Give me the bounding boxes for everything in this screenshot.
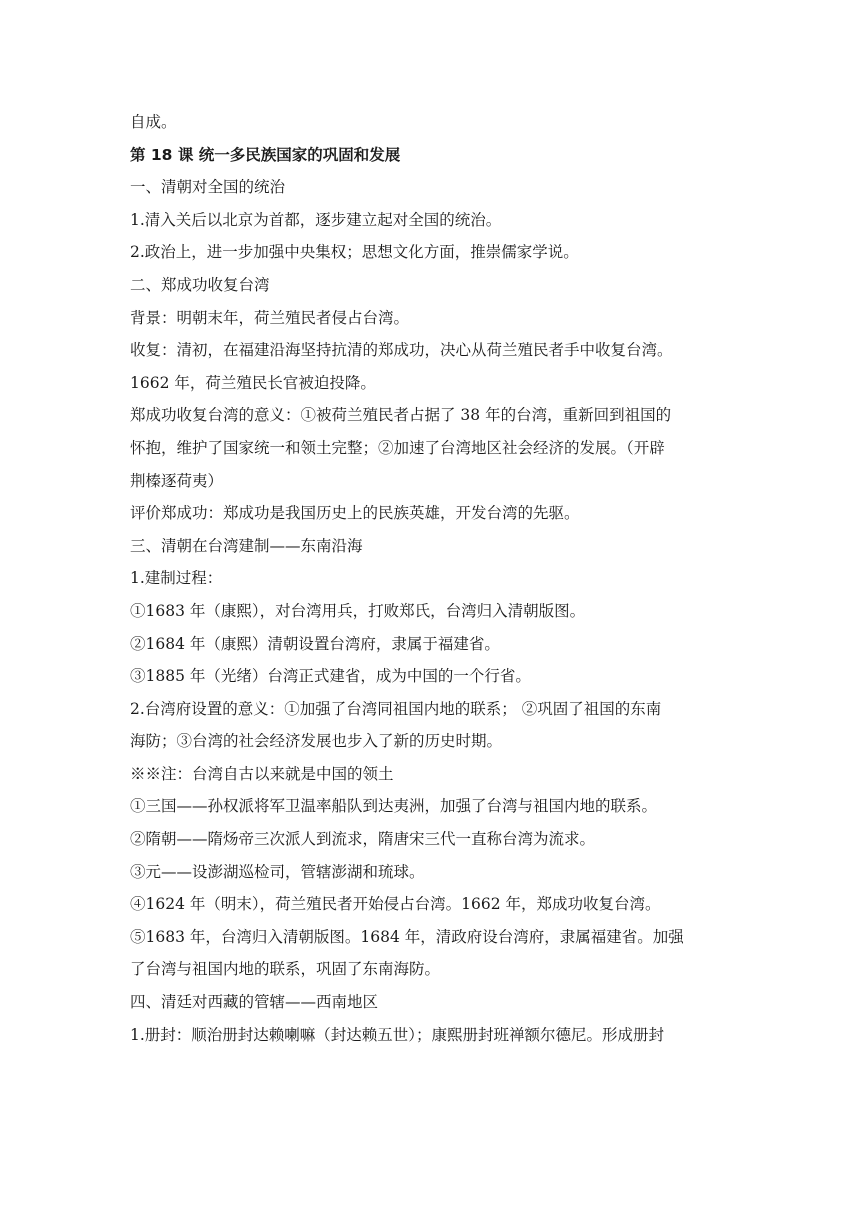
text-line: 郑成功收复台湾的意义：①被荷兰殖民者占据了 38 年的台湾，重新回到祖国的 [130, 406, 672, 425]
section-heading: 三、清朝在台湾建制——东南沿海 [130, 536, 363, 555]
text-line: 了台湾与祖国内地的联系，巩固了东南海防。 [130, 960, 441, 979]
text-line: 海防；③台湾的社会经济发展也步入了新的历史时期。 [130, 732, 503, 751]
text-line: ④1624 年（明末），荷兰殖民者开始侵占台湾。1662 年，郑成功收复台湾。 [130, 895, 661, 914]
text-line: 荆榛逐荷夷） [130, 471, 224, 490]
section-heading: 一、清朝对全国的统治 [130, 178, 286, 197]
document-body [130, 106, 736, 1051]
text-line: 评价郑成功：郑成功是我国历史上的民族英雄，开发台湾的先驱。 [130, 504, 580, 523]
text-line: ③1885 年（光绪）台湾正式建省，成为中国的一个行省。 [130, 667, 531, 686]
text-line: 自成。 [130, 113, 177, 131]
text-line: 2.台湾府设置的意义：①加强了台湾同祖国内地的联系； ②巩固了祖国的东南 [130, 699, 662, 718]
text-line: 1.清入关后以北京为首都，逐步建立起对全国的统治。 [130, 210, 502, 229]
text-line: 1.册封：顺治册封达赖喇嘛（封达赖五世）；康熙册封班禅额尔德尼。形成册封 [130, 1025, 665, 1044]
note-heading: ※※注：台湾自古以来就是中国的领土 [130, 764, 394, 783]
text-line: 1.建制过程： [130, 569, 223, 588]
text-line: 2.政治上，进一步加强中央集权；思想文化方面，推崇儒家学说。 [130, 243, 579, 262]
text-line: ①1683 年（康熙），对台湾用兵，打败郑氏，台湾归入清朝版图。 [130, 601, 586, 620]
text-line: 背景：明朝末年，荷兰殖民者侵占台湾。 [130, 308, 410, 327]
text-line: 收复：清初，在福建沿海坚持抗清的郑成功，决心从荷兰殖民者手中收复台湾。 [130, 341, 673, 360]
section-heading: 四、清廷对西藏的管辖——西南地区 [130, 993, 379, 1012]
text-line: ⑤1683 年，台湾归入清朝版图。1684 年，清政府设台湾府，隶属福建省。加强 [130, 927, 684, 946]
section-heading: 二、郑成功收复台湾 [130, 275, 270, 294]
text-line: ②隋朝——隋炀帝三次派人到流求，隋唐宋三代一直称台湾为流求。 [130, 830, 596, 849]
text-line: 1662 年，荷兰殖民长官被迫投降。 [130, 373, 376, 392]
lesson-title: 第 18 课 统一多民族国家的巩固和发展 [130, 145, 401, 164]
text-line: 怀抱，维护了国家统一和领土完整；②加速了台湾地区社会经济的发展。（开辟 [130, 438, 665, 457]
text-line: ③元——设澎湖巡检司，管辖澎湖和琉球。 [130, 862, 425, 881]
text-line: ②1684 年（康熙）清朝设置台湾府，隶属于福建省。 [130, 634, 500, 653]
text-line: ①三国——孙权派将军卫温率船队到达夷洲，加强了台湾与祖国内地的联系。 [130, 797, 658, 816]
